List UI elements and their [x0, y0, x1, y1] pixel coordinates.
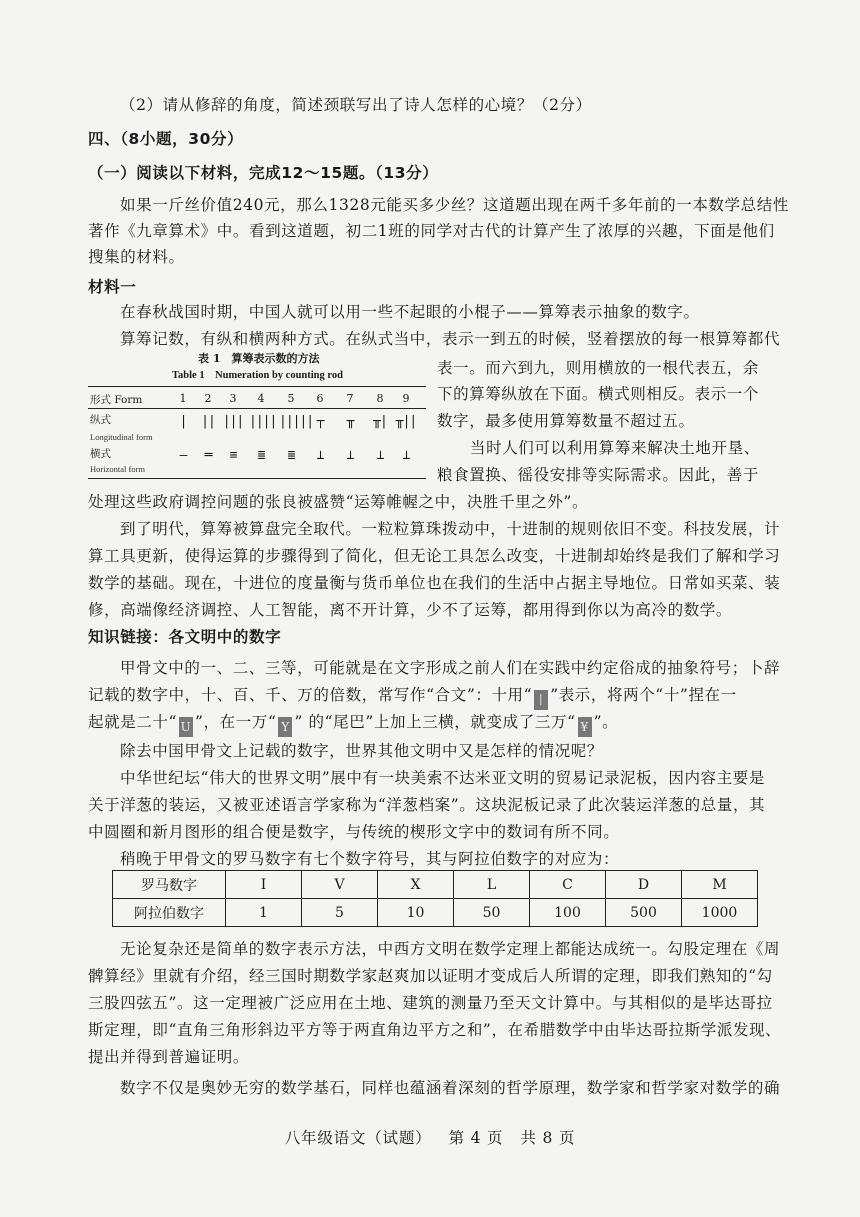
- rod-horizontal-glyph: ≡: [229, 448, 237, 463]
- table-cell: C: [530, 871, 606, 899]
- question-2-line: （2）请从修辞的角度，简述颈联写出了诗人怎样的心境？（2分）: [120, 96, 592, 114]
- rod-number-header: 3: [229, 392, 237, 405]
- page-footer: 八年级语文（试题） 第 4 页 共 8 页: [284, 1129, 576, 1147]
- knowledge-link-heading: 知识链接：各文明中的数字: [88, 628, 282, 646]
- rod-vertical-label-en: Longitudinal form: [90, 432, 153, 442]
- rod-vertical-glyph: ||||: [249, 414, 277, 429]
- oracle-text-b: ”表示，将两个“十”捏在一: [550, 686, 737, 704]
- philosophy-line: 数字不仅是奥妙无穷的数学基石，同样也蕴涵着深刻的哲学原理，数学家和哲学家对数学的确: [120, 1079, 781, 1097]
- table-cell: 10: [378, 899, 454, 927]
- ming-line-4: 修，高端像经济调控、人工智能，离不开计算，少不了运筹，都用得到你以为高冷的数学。: [88, 601, 733, 619]
- rod-horizontal-glyph: —: [179, 448, 187, 463]
- wrap-line-3: 数字，最多使用算筹数量不超过五。: [437, 412, 695, 430]
- roman-numeral-table: [112, 870, 758, 927]
- rod-number-header: 8: [376, 392, 384, 405]
- wrap-line-5: 粮食置换、徭役安排等实际需求。因此，善于: [437, 466, 760, 484]
- meso-line-2: 关于洋葱的装运，又被亚述语言学家称为“洋葱档案”。这块泥板记录了此次装运洋葱的总量，其: [88, 796, 766, 814]
- oracle-text-e: ” 的“尾巴”上加上三横，就变成了三万“: [294, 713, 576, 731]
- material-line-2: 算筹记数，有纵和横两种方式。在纵式当中，表示一到五的时候，竖着摆放的每一根算筹都代: [120, 330, 781, 348]
- oracle-line-1: 甲骨文中的一、二、三等，可能就是在文字形成之前人们在实践中约定俗成的抽象符号；卜辞: [120, 659, 781, 677]
- rod-horizontal-label-en: Horizontal form: [90, 464, 145, 474]
- rod-vertical-glyph: |||||: [279, 414, 314, 429]
- oracle-text-f: ”。: [593, 713, 619, 731]
- rod-horizontal-label: 横式: [90, 448, 111, 460]
- other-civ-line: 除去中国甲骨文上记载的数字，世界其他文明中又是怎样的情况呢？: [120, 742, 604, 760]
- rod-horizontal-glyph: ≣: [257, 448, 265, 463]
- rod-horizontal-glyph: ⊥: [346, 448, 354, 463]
- meso-line-1: 中华世纪坛“伟大的世界文明”展中有一块美索不达米亚文明的贸易记录泥板，因内容主要是: [120, 769, 765, 787]
- table-cell: D: [606, 871, 682, 899]
- rod-table-bottom-rule: [88, 478, 426, 479]
- rod-vertical-label: 纵式: [90, 414, 111, 426]
- rod-header-label: 形式 Form: [90, 394, 143, 406]
- oracle-text-c: 起就是二十“: [88, 713, 178, 731]
- wrap-line-2: 下的算筹纵放在下面。横式则相反。表示一个: [437, 385, 760, 403]
- rod-table-top-rule: [88, 386, 426, 387]
- rod-horizontal-glyph: ≣: [287, 448, 295, 463]
- table-cell: I: [226, 871, 302, 899]
- oracle-line-2: [88, 683, 737, 710]
- arabic-row-label: 阿拉伯数字: [113, 899, 226, 927]
- intro-line-3: 搜集的材料。: [88, 248, 185, 266]
- rod-vertical-glyph: ╥||: [395, 414, 417, 429]
- rod-number-header: 2: [204, 392, 212, 405]
- oracle-text-d: ”，在一万“: [195, 713, 277, 731]
- part-one-heading: （一）阅读以下材料，完成12～15题。（13分）: [88, 164, 439, 182]
- table-row: [113, 899, 758, 927]
- theorem-line-1: 无论复杂还是简单的数字表示方法，中西方文明在数学定理上都能达成统一。勾股定理在《周: [120, 940, 781, 958]
- table-cell: 500: [606, 899, 682, 927]
- oracle-line-3: [88, 710, 618, 737]
- rod-horizontal-glyph: ⊥: [376, 448, 384, 463]
- oracle-twenty-glyph-icon: U: [179, 717, 193, 737]
- intro-line-2: 著作《九章算术》中。看到这道题，初二1班的同学对古代的计算产生了浓厚的兴趣，下面是他们: [88, 222, 775, 240]
- oracle-ten-glyph-icon: 丨: [534, 690, 548, 710]
- rod-vertical-glyph: |: [179, 414, 187, 429]
- oracle-thirtythousand-glyph-icon: ¥: [578, 717, 592, 737]
- rod-table-header-rule: [88, 408, 426, 409]
- table-cell: M: [682, 871, 758, 899]
- rod-vertical-glyph: |||: [222, 414, 244, 429]
- table-cell: X: [378, 871, 454, 899]
- rod-horizontal-glyph: ⊥: [316, 448, 324, 463]
- material-line-1: 在春秋战国时期，中国人就可以用一些不起眼的小棍子——算筹表示抽象的数字。: [120, 303, 700, 321]
- rod-vertical-glyph: ╥|: [373, 414, 387, 429]
- table-row: [113, 871, 758, 899]
- meso-line-3: 中圆圈和新月图形的组合便是数字，与传统的楔形文字中的数词有所不同。: [88, 823, 620, 841]
- wrap-line-1: 表一。而六到九，则用横放的一根代表五，余: [437, 359, 760, 377]
- theorem-line-3: 三股四弦五”。这一定理被广泛应用在土地、建筑的测量乃至天文计算中。与其相似的是毕达哥拉: [88, 994, 773, 1012]
- roman-intro-line: 稍晚于甲骨文的罗马数字有七个数字符号，其与阿拉伯数字的对应为：: [120, 850, 620, 868]
- intro-line-1: 如果一斤丝价值240元，那么1328元能买多少丝？这道题出现在两千多年前的一本数学总结性: [120, 196, 789, 214]
- roman-row-label: 罗马数字: [113, 871, 226, 899]
- rod-vertical-glyph: ╥: [346, 414, 354, 429]
- ming-line-2: 算工具更新，使得运算的步骤得到了简化，但无论工具怎么改变，十进制却始终是我们了解和学习: [88, 547, 781, 565]
- table-cell: V: [302, 871, 378, 899]
- ming-line-3: 数学的基础。现在，十进位的度量衡与货币单位也在我们的生活中占据主导地位。日常如买菜、装: [88, 574, 781, 592]
- table-cell: 100: [530, 899, 606, 927]
- rod-vertical-glyph: ||: [201, 414, 215, 429]
- ming-line-1: 到了明代，算筹被算盘完全取代。一粒粒算珠拨动中，十进制的规则依旧不变。科技发展，计: [120, 520, 781, 538]
- wrap-line-4: 当时人们可以利用算筹来解决土地开垦、: [470, 439, 760, 457]
- rod-vertical-glyph: ┬: [316, 414, 324, 429]
- table-cell: 1: [226, 899, 302, 927]
- rod-number-header: 9: [402, 392, 410, 405]
- oracle-text-a: 记载的数字中，十、百、千、万的倍数，常写作“合文”：十用“: [88, 686, 533, 704]
- rod-horizontal-glyph: ⊥: [402, 448, 410, 463]
- material-one-heading: 材料一: [88, 278, 137, 296]
- table-cell: 5: [302, 899, 378, 927]
- rod-table-caption-en: Table 1 Numeration by counting rod: [172, 370, 343, 381]
- rod-number-header: 5: [287, 392, 295, 405]
- material-line-zhangliang: 处理这些政府调控问题的张良被盛赞“运筹帷幄之中，决胜千里之外”。: [88, 493, 589, 511]
- rod-horizontal-glyph: ═: [204, 448, 212, 463]
- table-cell: 50: [454, 899, 530, 927]
- table-cell: L: [454, 871, 530, 899]
- section-four-heading: 四、（8小题，30分）: [88, 130, 244, 148]
- theorem-line-5: 提出并得到普遍证明。: [88, 1048, 250, 1066]
- rod-number-header: 6: [316, 392, 324, 405]
- rod-number-header: 7: [346, 392, 354, 405]
- oracle-tenthousand-glyph-icon: Y: [278, 717, 292, 737]
- theorem-line-4: 斯定理，即“直角三角形斜边平方等于两直角边平方之和”，在希腊数学中由毕达哥拉斯学派发现、: [88, 1021, 782, 1039]
- rod-table-caption-cn: 表 1 算筹表示数的方法: [198, 352, 320, 365]
- table-cell: 1000: [682, 899, 758, 927]
- theorem-line-2: 髀算经》里就有介绍，经三国时期数学家赵爽加以证明才变成后人所谓的定理，即我们熟知的“勾: [88, 967, 773, 985]
- rod-number-header: 1: [179, 392, 187, 405]
- rod-number-header: 4: [257, 392, 265, 405]
